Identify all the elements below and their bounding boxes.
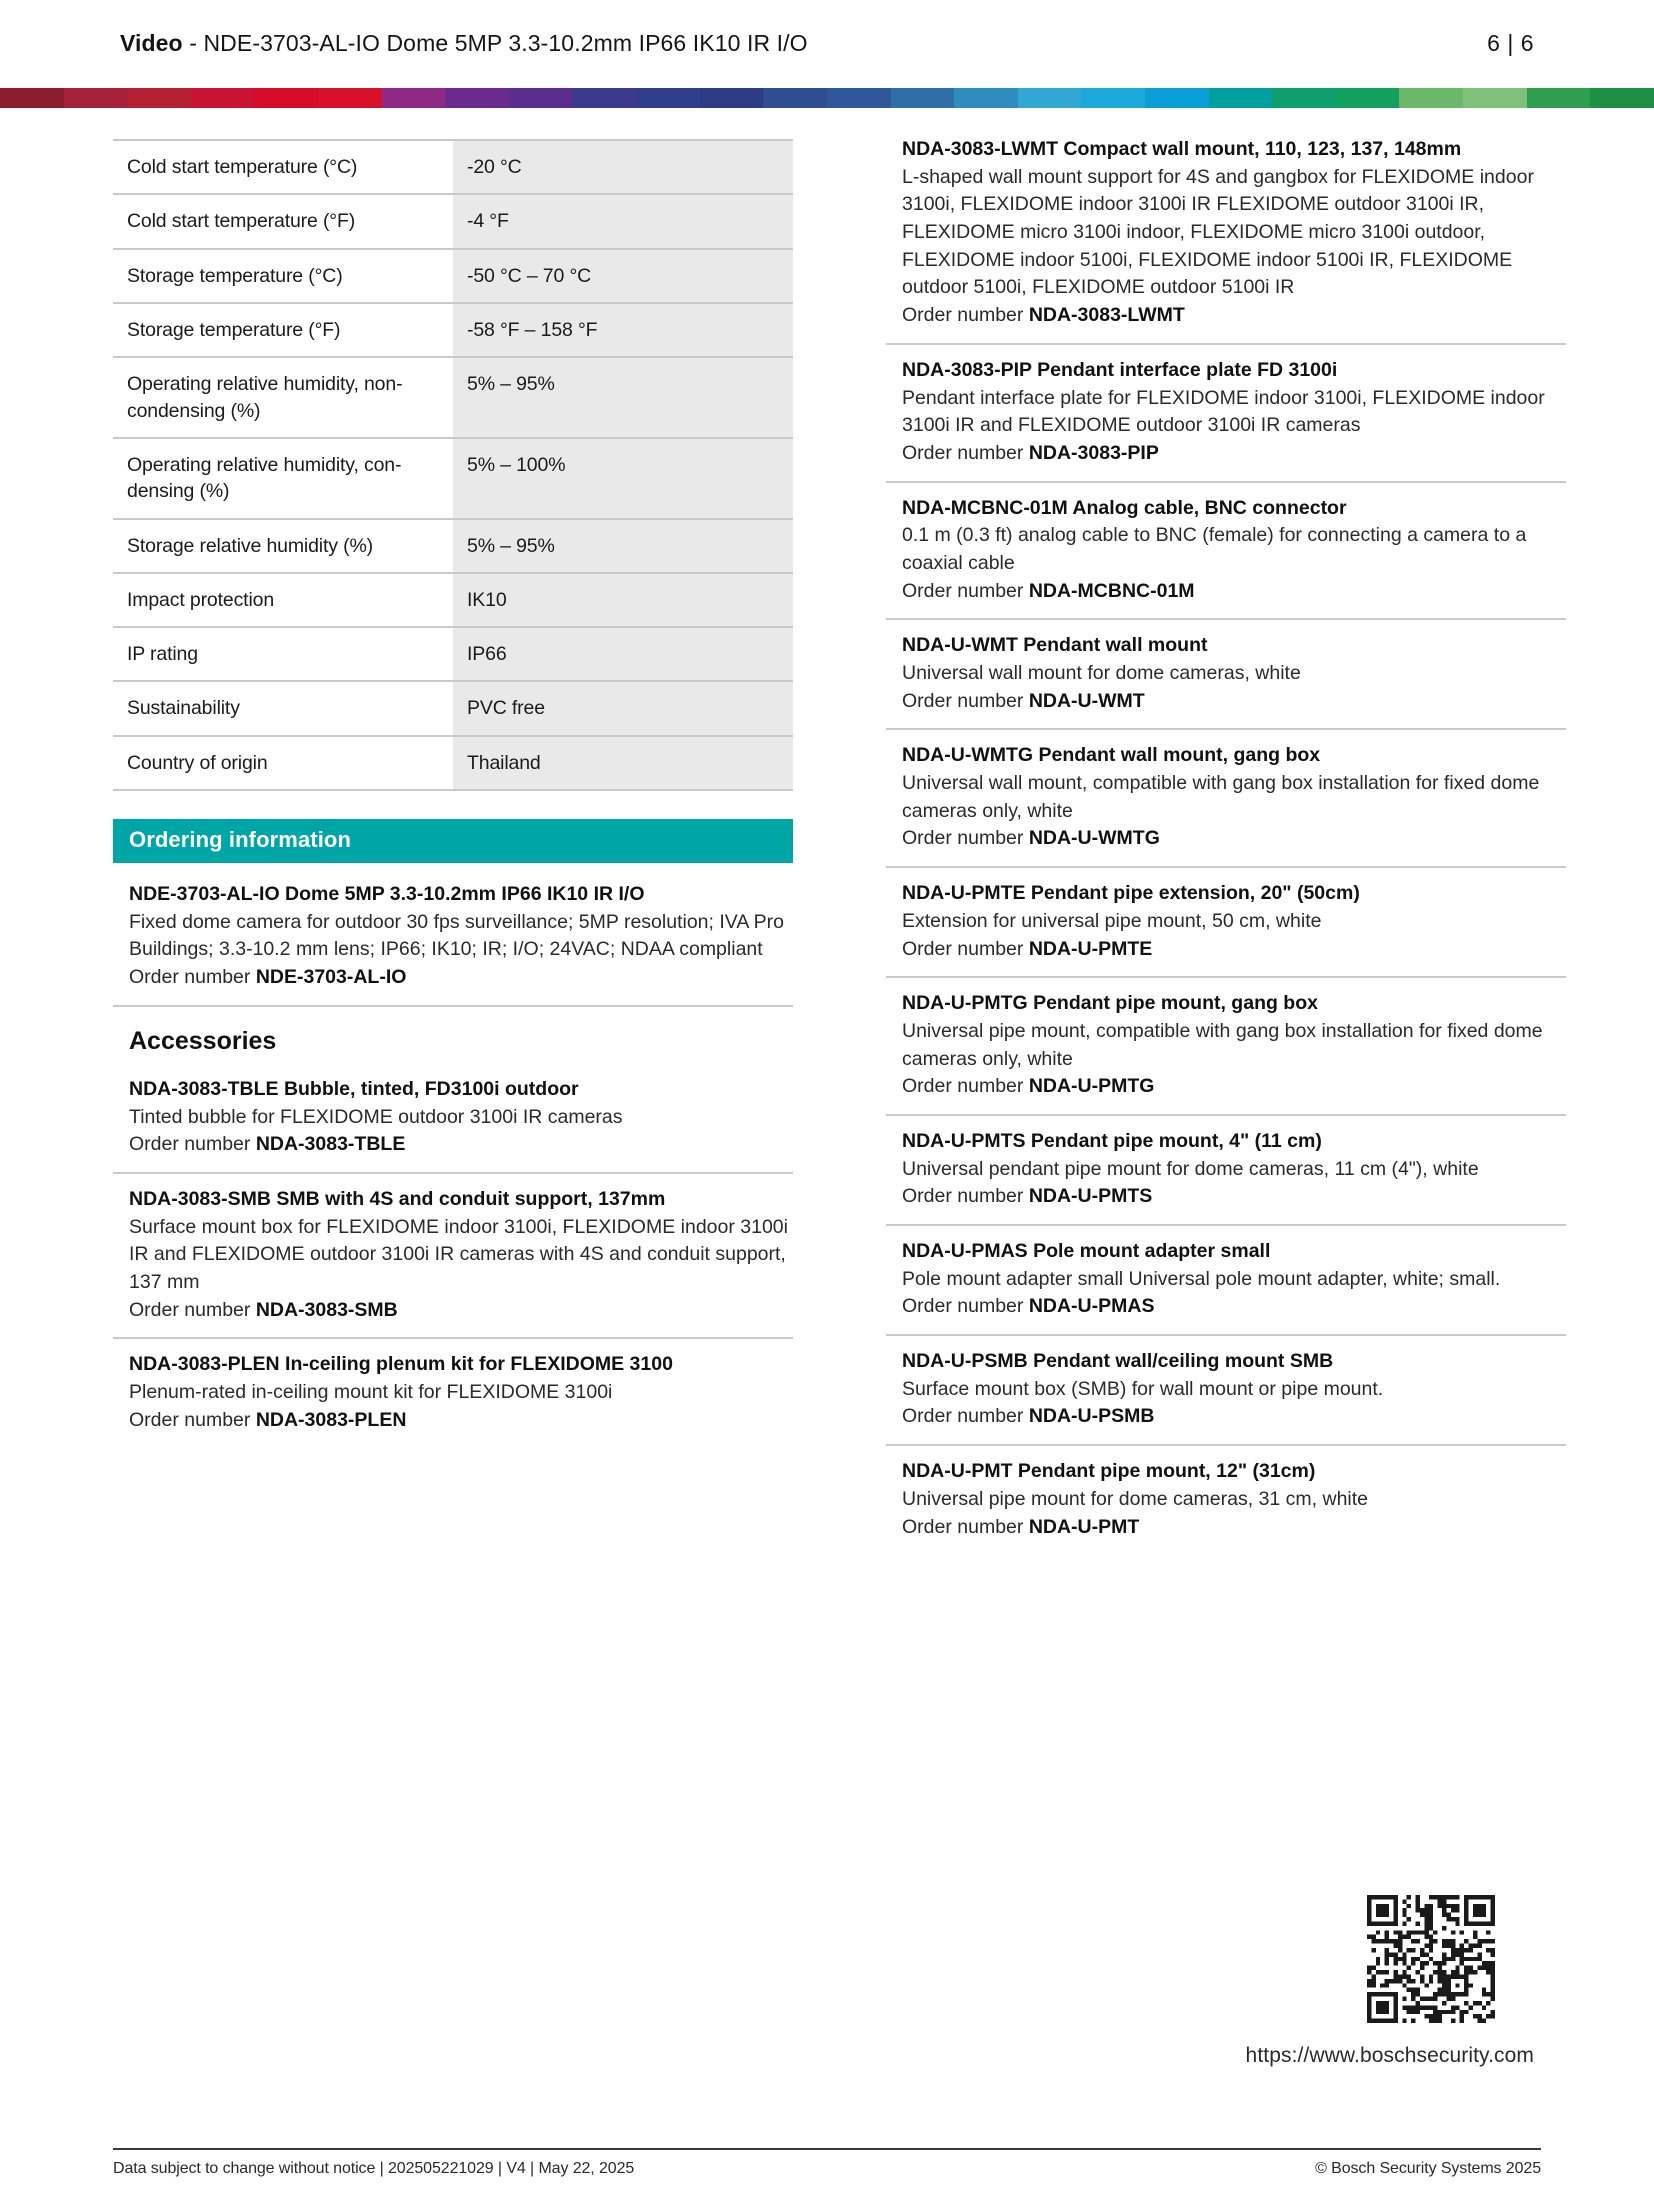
order-number-value: NDA-MCBNC-01M bbox=[1028, 579, 1195, 602]
order-number-label: Order number bbox=[902, 1405, 1029, 1428]
spec-value: -50 °C – 70 °C bbox=[453, 249, 793, 303]
accessory-item bbox=[113, 1339, 793, 1447]
accessory-order-line bbox=[902, 1293, 1566, 1321]
spec-key: Operating relative humidity, con-densing (%) bbox=[113, 438, 453, 519]
table-row bbox=[113, 249, 793, 303]
accessory-item bbox=[886, 620, 1566, 730]
accessories-heading: Accessories bbox=[129, 1026, 277, 1055]
color-bar-segment bbox=[636, 88, 700, 108]
spec-key: Country of origin bbox=[113, 736, 453, 790]
order-number-value: NDA-U-PMTE bbox=[1028, 937, 1153, 960]
color-bar-segment bbox=[1018, 88, 1082, 108]
accessory-order-line bbox=[902, 825, 1566, 853]
table-row bbox=[113, 194, 793, 248]
footer-right-text: © Bosch Security Systems 2025 bbox=[1315, 2160, 1541, 2177]
accessory-item bbox=[886, 1116, 1566, 1226]
accessory-title: NDA-U-WMTG Pendant wall mount, gang box bbox=[902, 744, 1321, 767]
accessory-item bbox=[886, 868, 1566, 978]
color-bar-segment bbox=[1399, 88, 1463, 108]
spec-value: 5% – 95% bbox=[453, 357, 793, 438]
spec-key: Storage temperature (°F) bbox=[113, 303, 453, 357]
spec-key: Storage temperature (°C) bbox=[113, 249, 453, 303]
order-number-label: Order number bbox=[902, 827, 1029, 850]
spec-key: Operating relative humidity, non-condensing (%) bbox=[113, 357, 453, 438]
product-title: NDE-3703-AL-IO Dome 5MP 3.3-10.2mm IP66 IK10 IR I/O bbox=[129, 883, 645, 906]
order-number-label: Order number bbox=[129, 1298, 256, 1321]
table-row bbox=[113, 736, 793, 790]
color-bar-segment bbox=[1463, 88, 1527, 108]
color-bar-segment bbox=[191, 88, 255, 108]
color-bar-segment bbox=[1336, 88, 1400, 108]
order-number-label: Order number bbox=[902, 1185, 1029, 1208]
accessory-description: L-shaped wall mount support for 4S and gangbox for FLEXIDOME indoor 3100i, FLEXIDOME indoor 3100i IR FLEXIDOME outdoor 3100i IR, FLEXIDOME micro 3100i indoor, FLEXIDOME micro 3100i outdoor, FLEXIDOME indoor 5100i, FLEXIDOME indoor 5100i IR, FLEXIDOME outdoor 5100i, FLEXIDOME outdoor 5100i IR bbox=[902, 165, 1534, 299]
header-separator: - bbox=[182, 30, 204, 56]
table-row bbox=[113, 140, 793, 194]
spec-value: 5% – 100% bbox=[453, 438, 793, 519]
spec-key: Impact protection bbox=[113, 573, 453, 627]
page-header bbox=[0, 0, 1654, 88]
header-category: Video bbox=[120, 30, 183, 56]
color-bar-segment bbox=[1272, 88, 1336, 108]
order-number-value: NDA-3083-PLEN bbox=[255, 1408, 407, 1431]
spec-value: -20 °C bbox=[453, 140, 793, 194]
order-number-label: Order number bbox=[129, 1408, 256, 1431]
order-number-label: Order number bbox=[129, 1133, 256, 1156]
footer-left-text: Data subject to change without notice | 202505221029 | V4 | May 22, 2025 bbox=[113, 2160, 635, 2177]
color-bar-segment bbox=[382, 88, 446, 108]
spec-value: PVC free bbox=[453, 681, 793, 735]
accessory-item bbox=[886, 730, 1566, 868]
order-number-value: NDA-U-PMT bbox=[1028, 1515, 1140, 1538]
accessory-item bbox=[113, 1058, 793, 1174]
order-number-label: Order number bbox=[129, 966, 256, 989]
table-row bbox=[113, 438, 793, 519]
accessory-description: Surface mount box (SMB) for wall mount or pipe mount. bbox=[902, 1377, 1384, 1400]
color-bar-segment bbox=[1527, 88, 1591, 108]
accessory-order-line bbox=[129, 1297, 793, 1325]
spec-key: Sustainability bbox=[113, 681, 453, 735]
product-order-line bbox=[129, 964, 793, 992]
accessory-item bbox=[886, 978, 1566, 1116]
spec-key: Cold start temperature (°F) bbox=[113, 194, 453, 248]
accessory-title: NDA-U-PMAS Pole mount adapter small bbox=[902, 1240, 1271, 1262]
accessory-order-line bbox=[902, 1073, 1566, 1101]
order-number-value: NDA-U-PSMB bbox=[1028, 1405, 1155, 1428]
accessory-description: Surface mount box for FLEXIDOME indoor 3100i, FLEXIDOME indoor 3100i IR and FLEXIDOME outdoor 3100i IR cameras with 4S and conduit support, 137 mm bbox=[129, 1215, 788, 1293]
accessory-description: Pendant interface plate for FLEXIDOME indoor 3100i, FLEXIDOME indoor 3100i IR and FLEXIDOME outdoor 3100i IR cameras bbox=[902, 386, 1545, 437]
accessory-item bbox=[886, 1446, 1566, 1554]
color-bar-segment bbox=[763, 88, 827, 108]
accessory-item bbox=[886, 1336, 1566, 1446]
accessories-list-left bbox=[113, 1058, 793, 1448]
color-bar-segment bbox=[509, 88, 573, 108]
color-bar-segment bbox=[572, 88, 636, 108]
spec-value: -4 °F bbox=[453, 194, 793, 248]
accessory-title: NDA-U-PMTE Pendant pipe extension, 20" (50cm) bbox=[902, 882, 1360, 905]
page-indicator: 6 | 6 bbox=[1487, 30, 1534, 56]
accessory-title: NDA-3083-SMB SMB with 4S and conduit support, 137mm bbox=[129, 1187, 666, 1210]
accessory-item bbox=[886, 136, 1566, 345]
accessory-item bbox=[886, 483, 1566, 621]
table-row bbox=[113, 357, 793, 438]
accessory-item bbox=[113, 1174, 793, 1339]
accessory-order-line bbox=[902, 1183, 1566, 1211]
order-number-value: NDA-U-PMTG bbox=[1028, 1075, 1155, 1098]
footer-divider bbox=[113, 2148, 1541, 2150]
accessory-description: Universal pendant pipe mount for dome cameras, 11 cm (4"), white bbox=[902, 1157, 1479, 1180]
accessory-order-line bbox=[902, 1514, 1566, 1542]
color-bar-segment bbox=[891, 88, 955, 108]
color-bar-segment bbox=[1081, 88, 1145, 108]
accessory-description: Tinted bubble for FLEXIDOME outdoor 3100i IR cameras bbox=[129, 1105, 623, 1128]
order-number-label: Order number bbox=[902, 689, 1029, 712]
spec-value: -58 °F – 158 °F bbox=[453, 303, 793, 357]
accessory-item bbox=[886, 1226, 1566, 1336]
color-bar-segment bbox=[127, 88, 191, 108]
accessory-description: Extension for universal pipe mount, 50 cm, white bbox=[902, 909, 1322, 932]
color-bar-segment bbox=[1590, 88, 1654, 108]
accessory-title: NDA-U-PMTG Pendant pipe mount, gang box bbox=[902, 992, 1318, 1015]
accessory-description: Pole mount adapter small Universal pole mount adapter, white; small. bbox=[902, 1267, 1501, 1290]
accessory-title: NDA-3083-TBLE Bubble, tinted, FD3100i outdoor bbox=[129, 1077, 579, 1100]
color-bar-segment bbox=[700, 88, 764, 108]
order-number-label: Order number bbox=[902, 579, 1029, 602]
color-bar-segment bbox=[0, 88, 64, 108]
order-number-label: Order number bbox=[902, 1295, 1029, 1318]
accessories-list-right bbox=[886, 136, 1566, 1554]
accessory-order-line bbox=[902, 688, 1566, 716]
accessory-description: 0.1 m (0.3 ft) analog cable to BNC (female) for connecting a camera to a coaxial cable bbox=[902, 524, 1527, 574]
accessory-title: NDA-U-PMT Pendant pipe mount, 12" (31cm) bbox=[902, 1460, 1316, 1483]
accessory-order-line bbox=[902, 1403, 1566, 1431]
accessory-order-line bbox=[129, 1131, 793, 1159]
color-bar-segment bbox=[1145, 88, 1209, 108]
accessory-title: NDA-U-WMT Pendant wall mount bbox=[902, 634, 1208, 657]
accessory-order-line bbox=[902, 578, 1566, 606]
accessory-item bbox=[886, 345, 1566, 483]
color-bar-segment bbox=[445, 88, 509, 108]
table-row bbox=[113, 519, 793, 573]
spec-value: Thailand bbox=[453, 736, 793, 790]
accessory-order-line bbox=[902, 440, 1566, 468]
color-bar-segment bbox=[254, 88, 318, 108]
order-number-value: NDA-U-PMTS bbox=[1028, 1185, 1153, 1208]
product-description: Fixed dome camera for outdoor 30 fps surveillance; 5MP resolution; IVA Pro Buildings; 3.3-10.2 mm lens; IP66; IK10; IR; I/O; 24VAC; NDAA compliant bbox=[129, 910, 785, 961]
accessory-title: NDA-U-PSMB Pendant wall/ceiling mount SMB bbox=[902, 1350, 1334, 1373]
color-bar-segment bbox=[1209, 88, 1273, 108]
brand-color-bar bbox=[0, 88, 1654, 108]
order-number-label: Order number bbox=[902, 1075, 1029, 1098]
table-row bbox=[113, 627, 793, 681]
spec-value: IP66 bbox=[453, 627, 793, 681]
accessory-description: Universal pipe mount for dome cameras, 31 cm, white bbox=[902, 1487, 1369, 1510]
table-row bbox=[113, 303, 793, 357]
right-column bbox=[886, 136, 1566, 1554]
color-bar-segment bbox=[954, 88, 1018, 108]
order-number-value: NDA-3083-TBLE bbox=[255, 1133, 406, 1156]
header-product-name: NDE-3703-AL-IO Dome 5MP 3.3-10.2mm IP66 IK10 IR I/O bbox=[203, 30, 808, 56]
spec-key: IP rating bbox=[113, 627, 453, 681]
order-number-label: Order number bbox=[902, 937, 1029, 960]
header-title bbox=[120, 30, 808, 57]
spec-key: Storage relative humidity (%) bbox=[113, 519, 453, 573]
order-number-value: NDA-U-WMTG bbox=[1028, 827, 1160, 850]
ordering-information-heading: Ordering information bbox=[113, 819, 793, 863]
order-number-value: NDE-3703-AL-IO bbox=[255, 966, 407, 989]
accessory-title: NDA-3083-PLEN In-ceiling plenum kit for FLEXIDOME 3100 bbox=[129, 1353, 673, 1376]
order-number-label: Order number bbox=[902, 304, 1029, 327]
accessory-description: Universal wall mount, compatible with gang box installation for fixed dome cameras only, white bbox=[902, 772, 1540, 822]
color-bar-segment bbox=[827, 88, 891, 108]
left-column bbox=[113, 136, 793, 1447]
order-number-value: NDA-3083-PIP bbox=[1028, 441, 1159, 464]
accessory-title: NDA-3083-LWMT Compact wall mount, 110, 123, 137, 148mm bbox=[902, 138, 1462, 160]
accessory-order-line bbox=[129, 1407, 793, 1435]
accessory-order-line bbox=[902, 302, 1566, 330]
accessory-order-line bbox=[902, 936, 1566, 964]
accessory-title: NDA-MCBNC-01M Analog cable, BNC connector bbox=[902, 496, 1347, 519]
ordering-main-product bbox=[113, 863, 793, 1007]
color-bar-segment bbox=[318, 88, 382, 108]
order-number-value: NDA-U-WMT bbox=[1028, 689, 1145, 712]
accessory-description: Universal wall mount for dome cameras, white bbox=[902, 662, 1301, 684]
order-number-value: NDA-U-PMAS bbox=[1028, 1295, 1155, 1318]
order-number-label: Order number bbox=[902, 1515, 1029, 1538]
accessory-description: Plenum-rated in-ceiling mount kit for FLEXIDOME 3100i bbox=[129, 1381, 613, 1403]
accessory-description: Universal pipe mount, compatible with gang box installation for fixed dome cameras only, white bbox=[902, 1019, 1543, 1070]
qr-code-icon bbox=[1367, 1895, 1495, 2023]
order-number-value: NDA-3083-LWMT bbox=[1028, 304, 1185, 327]
order-number-value: NDA-3083-SMB bbox=[255, 1298, 398, 1321]
accessory-title: NDA-U-PMTS Pendant pipe mount, 4" (11 cm) bbox=[902, 1129, 1322, 1152]
spec-value: IK10 bbox=[453, 573, 793, 627]
website-url: https://www.boschsecurity.com bbox=[1245, 2044, 1534, 2067]
order-number-label: Order number bbox=[902, 441, 1029, 464]
table-row bbox=[113, 573, 793, 627]
accessory-title: NDA-3083-PIP Pendant interface plate FD 3100i bbox=[902, 358, 1338, 381]
table-row bbox=[113, 681, 793, 735]
color-bar-segment bbox=[64, 88, 128, 108]
spec-key: Cold start temperature (°C) bbox=[113, 140, 453, 194]
qr-code bbox=[1367, 1895, 1495, 2023]
specifications-table bbox=[113, 139, 793, 791]
spec-value: 5% – 95% bbox=[453, 519, 793, 573]
